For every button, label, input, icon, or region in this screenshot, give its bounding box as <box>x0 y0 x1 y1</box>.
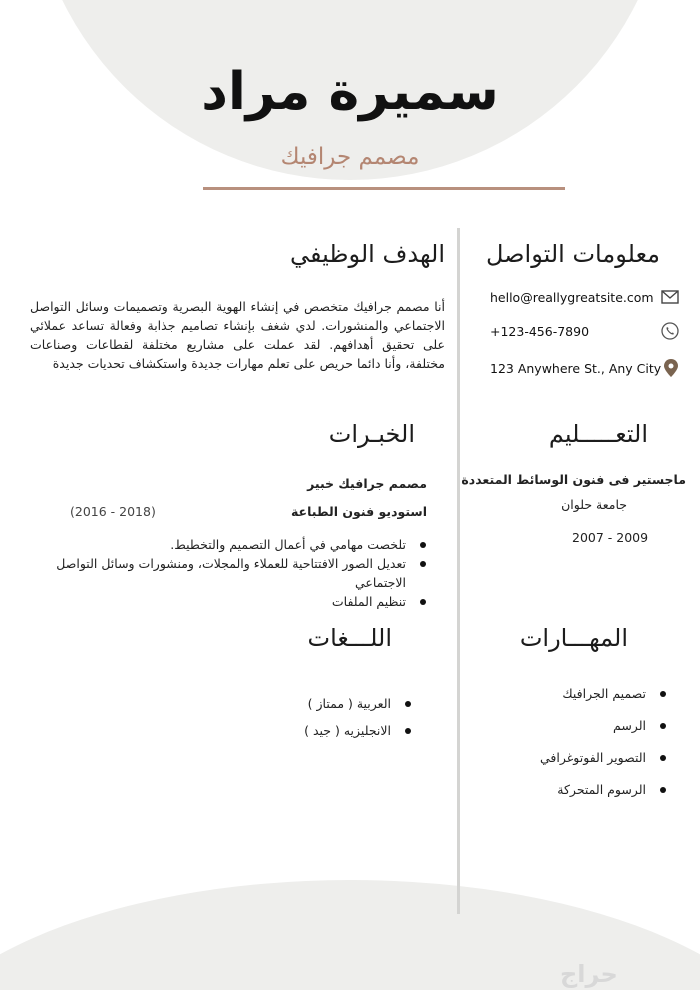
education-school: جامعة حلوان <box>561 497 627 512</box>
list-item: تنظيم الملفات <box>30 592 430 611</box>
experience-job-title: مصمم جرافيك خبير <box>307 476 427 491</box>
location-pin-icon <box>661 358 680 378</box>
resume-title: مصمم جرافيك <box>280 144 420 170</box>
header-divider <box>203 187 565 190</box>
experience-years: (2016 - 2018) <box>70 504 156 519</box>
watermark: حراج <box>560 960 618 988</box>
mail-icon <box>660 287 680 307</box>
education-years: 2007 - 2009 <box>572 530 649 545</box>
contact-heading: معلومات التواصل <box>485 240 660 268</box>
phone-icon <box>660 321 680 341</box>
contact-phone-row <box>490 320 680 342</box>
list-item: تلخصت مهامي في أعمال التصميم والتخطيط. <box>30 535 430 554</box>
experience-heading: الخبـرات <box>328 420 415 448</box>
contact-phone[interactable]: +123-456-7890 <box>490 323 590 339</box>
education-degree: ماجستير فى فنون الوسائط المتعددة <box>461 472 686 487</box>
education-heading: التعـــــليم <box>548 420 648 448</box>
experience-duties-list <box>30 535 430 611</box>
languages-heading: اللـــغات <box>307 624 392 652</box>
languages-list <box>250 694 415 740</box>
list-item: الرسم <box>480 716 670 735</box>
objective-text: أنا مصمم جرافيك متخصص في إنشاء الهوية البصرية وتصميمات وسائل التواصل الاجتماعي والمنشورات. لدي شغف بإنشاء تصاميم جذابة وفعالة تساعد عملائي على تحقيق أهدافهم. لقد عملت على مشاريع مختلفة لقطاعات وصناعات مختلفة، وأنا دائما حريص على تعلم مهارات جديدة واستكشاف تحديات جديدة <box>30 299 445 371</box>
list-item: العربية ( ممتاز ) <box>250 694 415 713</box>
list-item: الرسوم المتحركة <box>480 780 670 799</box>
experience-company: استوديو فنون الطباعة <box>290 504 427 519</box>
list-item: الانجليزيه ( جيد ) <box>250 721 415 740</box>
skills-list <box>480 684 670 799</box>
list-item: تعديل الصور الافتتاحية للعملاء والمجلات، ومنشورات وسائل التواصل الاجتماعي <box>30 554 430 592</box>
resume-name: سميرة مراد <box>201 62 499 122</box>
contact-email[interactable]: hello@reallygreatsite.com <box>490 289 654 305</box>
list-item: تصميم الجرافيك <box>480 684 670 703</box>
column-divider <box>457 228 460 914</box>
contact-address: 123 Anywhere St., Any City <box>490 360 662 376</box>
objective-heading: الهدف الوظيفي <box>289 240 445 268</box>
skills-heading: المهـــارات <box>519 624 628 652</box>
list-item: التصوير الفوتوغرافي <box>480 748 670 767</box>
contact-email-row <box>490 286 680 308</box>
contact-address-row <box>490 357 680 379</box>
